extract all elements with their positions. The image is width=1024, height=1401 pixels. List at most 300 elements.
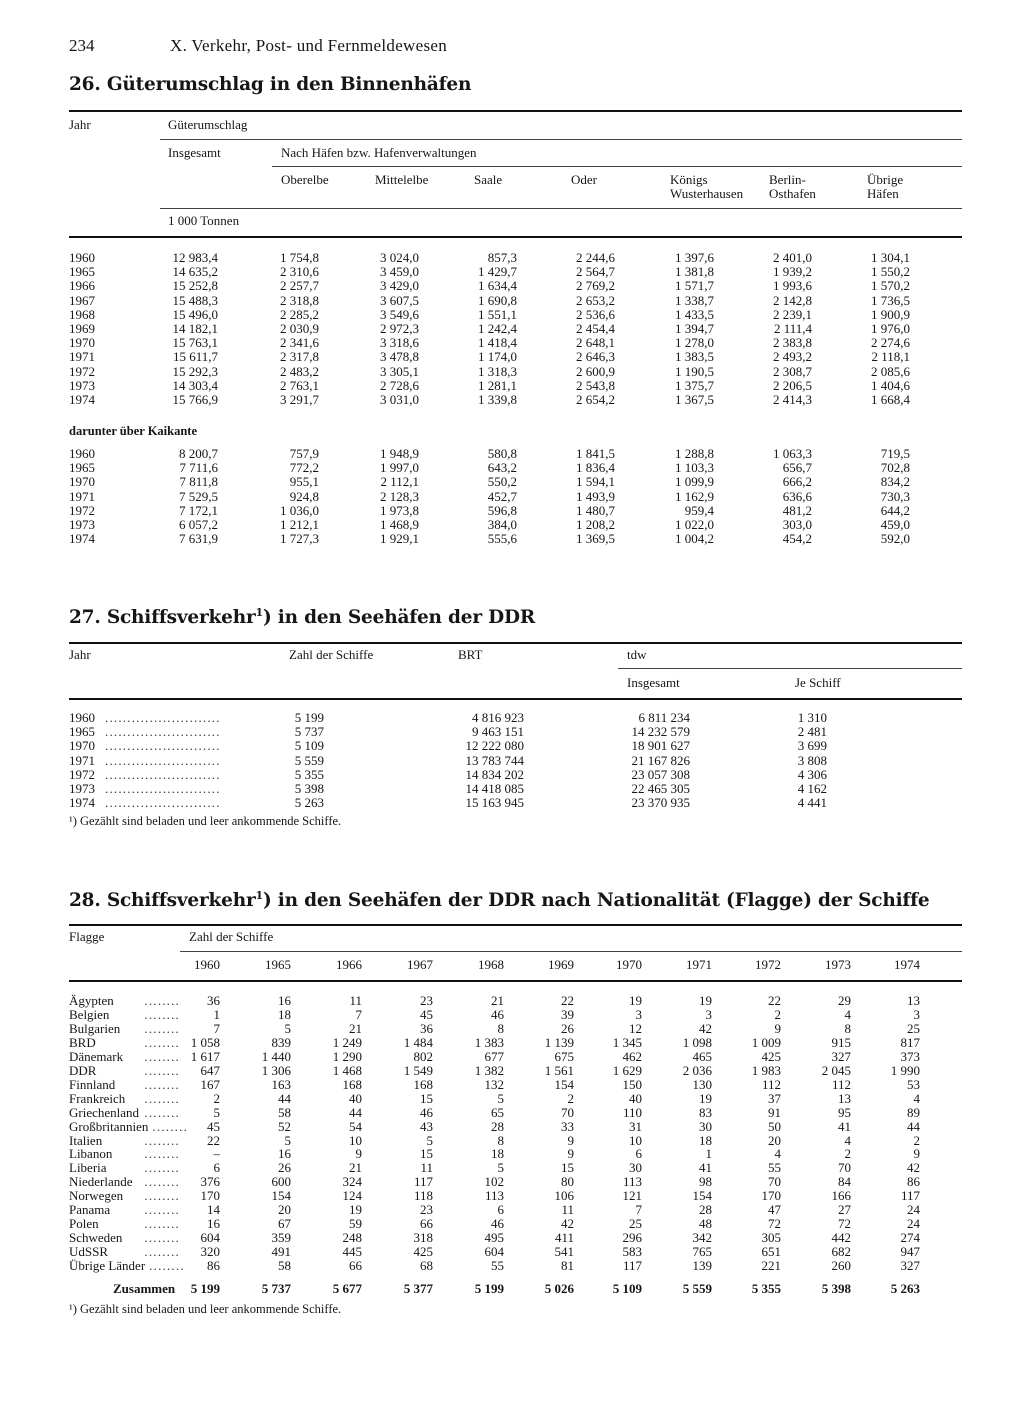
leader-dots: ........ — [144, 993, 180, 1008]
cell-1971: 342 — [692, 1230, 712, 1246]
cell-1966: 1 290 — [332, 1048, 362, 1064]
cell-oder: 1 480,7 — [576, 502, 615, 518]
cell-oberelbe: 3 291,7 — [280, 392, 319, 407]
cell-1973: 84 — [838, 1174, 851, 1190]
cell-1974: 9 — [913, 1146, 920, 1162]
cell-1968: 5 — [497, 1160, 504, 1176]
cell-tdw-je-schiff: 3 808 — [797, 752, 827, 768]
cell-1967: 46 — [420, 1104, 433, 1120]
table26-header-oberelbe: Oberelbe — [281, 172, 329, 187]
cell-1970: 3 — [635, 1006, 642, 1022]
cell-uebrige-haefen: 1 668,4 — [871, 392, 910, 407]
cell-berlin-osthafen: 2 414,3 — [773, 392, 812, 407]
cell-koenigs-wusterhausen: 1 338,7 — [675, 292, 714, 308]
cell-1960: – — [213, 1146, 220, 1162]
cell-1967: 15 — [420, 1146, 433, 1162]
table27-rule-1 — [618, 668, 962, 669]
cell-1973: 95 — [838, 1104, 851, 1120]
cell-berlin-osthafen: 2 493,2 — [773, 349, 812, 365]
cell-mittelelbe: 3 607,5 — [380, 292, 419, 308]
cell-1966: 44 — [349, 1104, 362, 1120]
cell-1968: 132 — [484, 1076, 504, 1092]
table28-row — [0, 1022, 1024, 1036]
cell-1970: 25 — [629, 1216, 642, 1232]
leader-dots: .......................... — [105, 738, 221, 754]
table28-row — [0, 1036, 1024, 1050]
cell-1967: 66 — [420, 1216, 433, 1232]
cell-brt: 9 463 151 — [472, 724, 524, 740]
table28-rule-1 — [180, 951, 962, 952]
cell-mittelelbe: 1 973,8 — [380, 502, 419, 518]
cell-saale: 1 318,3 — [478, 363, 517, 379]
cell-saale: 643,2 — [487, 460, 517, 476]
year-header-1973: 1973 — [825, 957, 851, 972]
cell-1965: 1 440 — [261, 1048, 291, 1064]
cell-1960: 22 — [207, 1132, 220, 1148]
cell-1970: 10 — [629, 1132, 642, 1148]
cell-1974: 274 — [900, 1230, 920, 1246]
cell-1972: 55 — [768, 1160, 781, 1176]
cell-1969: 33 — [561, 1118, 574, 1134]
cell-1972: 50 — [768, 1118, 781, 1134]
total-1970: 5 109 — [612, 1281, 642, 1296]
table27-header-jahr: Jahr — [69, 647, 91, 662]
cell-1974: 947 — [900, 1244, 920, 1260]
cell-1965: 154 — [271, 1188, 291, 1204]
cell-1973: 29 — [838, 993, 851, 1008]
cell-jahr: 1960 — [69, 446, 95, 461]
total-label: Zusammen — [113, 1281, 176, 1296]
table28-row — [0, 1050, 1024, 1064]
cell-oberelbe: 2 285,2 — [280, 306, 319, 322]
leader-dots: ........ — [152, 1118, 189, 1134]
leader-dots: ........ — [144, 1230, 180, 1246]
cell-flagge: Belgien — [69, 1006, 110, 1022]
cell-1960: 6 — [213, 1160, 220, 1176]
leader-dots: ........ — [144, 1048, 180, 1064]
cell-1960: 1 617 — [190, 1048, 220, 1064]
cell-uebrige-haefen: 1 570,2 — [871, 278, 910, 294]
table28-row — [0, 1120, 1024, 1134]
cell-1965: 16 — [278, 1146, 291, 1162]
table28-footnote: ¹) Gezählt sind beladen und leer ankommende Schiffe. — [69, 1302, 342, 1316]
cell-1965: 163 — [271, 1076, 291, 1092]
table26-rule-3 — [160, 208, 962, 209]
cell-oder: 2 646,3 — [576, 349, 615, 365]
cell-1973: 166 — [831, 1188, 851, 1204]
cell-insgesamt: 15 252,8 — [172, 278, 218, 294]
cell-uebrige-haefen: 1 304,1 — [871, 250, 910, 265]
cell-berlin-osthafen: 2 239,1 — [773, 306, 812, 322]
cell-1969: 675 — [554, 1048, 574, 1064]
table26-rule-1 — [160, 139, 962, 140]
cell-1973: 682 — [831, 1244, 851, 1260]
cell-1969: 541 — [554, 1244, 574, 1260]
cell-berlin-osthafen: 454,2 — [782, 531, 812, 547]
cell-1969: 1 561 — [544, 1062, 574, 1078]
total-1974: 5 263 — [890, 1281, 920, 1296]
table26-row — [0, 393, 1024, 407]
table26-top-rule — [69, 110, 962, 112]
table27-title-sup: 1 — [255, 606, 263, 619]
table28-row — [0, 1134, 1024, 1148]
cell-koenigs-wusterhausen: 1 375,7 — [675, 377, 714, 393]
cell-1965: 16 — [278, 993, 291, 1008]
table27-header-brt: BRT — [458, 647, 483, 662]
cell-1965: 5 — [284, 1132, 291, 1148]
cell-oder: 2 564,7 — [576, 264, 615, 280]
cell-1974: 1 990 — [890, 1062, 920, 1078]
leader-dots: .......................... — [105, 710, 221, 725]
table28-row — [0, 1008, 1024, 1022]
cell-oberelbe: 1 036,0 — [280, 502, 319, 518]
cell-tdw-je-schiff: 4 441 — [797, 795, 827, 811]
cell-1972: 20 — [768, 1132, 781, 1148]
cell-1973: 327 — [831, 1048, 851, 1064]
table26-row — [0, 379, 1024, 393]
cell-insgesamt: 6 057,2 — [179, 517, 218, 532]
cell-1960: 45 — [207, 1118, 220, 1134]
cell-1970: 583 — [622, 1244, 642, 1260]
table28-row — [0, 1259, 1024, 1273]
cell-jahr: 1965 — [69, 460, 95, 476]
cell-oder: 1 493,9 — [576, 488, 615, 504]
cell-1968: 113 — [484, 1188, 504, 1204]
cell-mittelelbe: 1 468,9 — [380, 517, 419, 532]
cell-1960: 1 058 — [190, 1034, 220, 1050]
cell-1965: 18 — [278, 1006, 291, 1022]
table27-top-rule — [69, 642, 962, 644]
cell-flagge: DDR — [69, 1062, 97, 1078]
cell-1969: 80 — [561, 1174, 574, 1190]
cell-tdw-insgesamt: 22 465 305 — [631, 781, 690, 796]
cell-berlin-osthafen: 636,6 — [782, 488, 812, 504]
cell-1971: 130 — [692, 1076, 712, 1092]
year-header-1971: 1971 — [686, 957, 712, 972]
cell-1973: 4 — [844, 1132, 851, 1148]
cell-jahr: 1965 — [69, 724, 95, 740]
cell-flagge: Frankreich — [69, 1090, 126, 1106]
cell-1970: 1 629 — [612, 1062, 642, 1078]
table26-header-uebrige-1: Übrige — [867, 172, 904, 187]
cell-saale: 1 429,7 — [478, 264, 517, 280]
table26-header-berlin-1: Berlin- — [769, 172, 806, 187]
table28-row — [0, 1245, 1024, 1259]
cell-1973: 112 — [831, 1076, 851, 1092]
cell-1970: 6 — [635, 1146, 642, 1162]
total-1967: 5 377 — [403, 1281, 433, 1296]
cell-1972: 4 — [774, 1146, 781, 1162]
cell-oder: 1 594,1 — [576, 474, 615, 490]
cell-1966: 66 — [349, 1258, 362, 1274]
cell-uebrige-haefen: 2 085,6 — [871, 363, 910, 379]
cell-tdw-insgesamt: 23 370 935 — [631, 795, 690, 811]
table27-row — [0, 725, 1024, 739]
cell-jahr: 1967 — [69, 292, 95, 308]
table27-header-zahl: Zahl der Schiffe — [289, 647, 374, 662]
leader-dots: ........ — [144, 1244, 180, 1260]
cell-jahr: 1966 — [69, 278, 95, 294]
cell-jahr: 1965 — [69, 264, 95, 280]
cell-tdw-insgesamt: 23 057 308 — [631, 766, 690, 782]
cell-saale: 555,6 — [487, 531, 517, 547]
table26-header-gueterumschlag: Güterumschlag — [168, 117, 248, 132]
cell-1966: 9 — [355, 1146, 362, 1162]
table26-row — [0, 336, 1024, 350]
cell-1974: 24 — [907, 1202, 920, 1218]
cell-1968: 8 — [497, 1132, 504, 1148]
cell-koenigs-wusterhausen: 1 162,9 — [675, 488, 714, 504]
cell-flagge: Niederlande — [69, 1174, 133, 1190]
table26-sub-row — [0, 475, 1024, 489]
cell-oberelbe: 2 317,8 — [280, 349, 319, 365]
table26-sub-row — [0, 490, 1024, 504]
cell-1966: 54 — [349, 1118, 362, 1134]
cell-1971: 154 — [692, 1188, 712, 1204]
cell-1970: 296 — [622, 1230, 642, 1246]
cell-berlin-osthafen: 666,2 — [782, 474, 812, 490]
cell-flagge: Italien — [69, 1132, 103, 1148]
cell-uebrige-haefen: 459,0 — [880, 517, 910, 532]
leader-dots: ........ — [144, 1146, 180, 1162]
cell-mittelelbe: 2 128,3 — [380, 488, 419, 504]
cell-1966: 59 — [349, 1216, 362, 1232]
cell-tdw-je-schiff: 3 699 — [797, 738, 827, 754]
cell-1972: 22 — [768, 993, 781, 1008]
cell-1960: 5 — [213, 1104, 220, 1120]
cell-jahr: 1972 — [69, 363, 95, 379]
cell-berlin-osthafen: 2 383,8 — [773, 335, 812, 351]
cell-oberelbe: 2 341,6 — [280, 335, 319, 351]
cell-1967: 802 — [413, 1048, 433, 1064]
cell-1974: 117 — [900, 1188, 920, 1204]
cell-1967: 23 — [420, 1202, 433, 1218]
cell-1970: 30 — [629, 1160, 642, 1176]
table28-header-bottom-rule — [69, 980, 962, 982]
table26-header-nach-haefen: Nach Häfen bzw. Hafenverwaltungen — [281, 145, 477, 160]
cell-1974: 42 — [907, 1160, 920, 1176]
cell-1971: 3 — [705, 1006, 712, 1022]
cell-koenigs-wusterhausen: 1 367,5 — [675, 392, 714, 407]
total-1969: 5 026 — [544, 1281, 574, 1296]
cell-1974: 24 — [907, 1216, 920, 1232]
cell-1972: 651 — [761, 1244, 781, 1260]
cell-koenigs-wusterhausen: 1 099,9 — [675, 474, 714, 490]
cell-uebrige-haefen: 834,2 — [880, 474, 910, 490]
cell-1972: 221 — [761, 1258, 781, 1274]
cell-jahr: 1970 — [69, 474, 95, 490]
cell-1966: 324 — [342, 1174, 362, 1190]
table28-row — [0, 994, 1024, 1008]
cell-saale: 1 551,1 — [478, 306, 517, 322]
table28-title-rest: ) in den Seehäfen der DDR nach Nationalität (Flagge) der Schiffe — [262, 890, 930, 912]
cell-mittelelbe: 3 478,8 — [380, 349, 419, 365]
cell-1972: 72 — [768, 1216, 781, 1232]
cell-jahr: 1973 — [69, 781, 95, 796]
total-1973: 5 398 — [821, 1281, 851, 1296]
table26-row — [0, 322, 1024, 336]
cell-1968: 55 — [491, 1258, 504, 1274]
cell-mittelelbe: 3 459,0 — [380, 264, 419, 280]
cell-1969: 15 — [561, 1160, 574, 1176]
cell-1968: 21 — [491, 993, 504, 1008]
cell-insgesamt: 7 811,8 — [179, 474, 218, 490]
cell-1972: 47 — [768, 1202, 781, 1218]
table28-header-zahl: Zahl der Schiffe — [189, 929, 274, 944]
cell-jahr: 1974 — [69, 795, 95, 811]
cell-1969: 106 — [554, 1188, 574, 1204]
leader-dots: ........ — [149, 1258, 185, 1274]
cell-1971: 30 — [699, 1118, 712, 1134]
cell-oder: 1 369,5 — [576, 531, 615, 547]
cell-koenigs-wusterhausen: 1 103,3 — [675, 460, 714, 476]
cell-1968: 1 382 — [474, 1062, 504, 1078]
cell-mittelelbe: 2 112,1 — [380, 474, 419, 490]
total-1971: 5 559 — [682, 1281, 712, 1296]
cell-1960: 36 — [207, 993, 220, 1008]
cell-1971: 2 036 — [682, 1062, 712, 1078]
cell-oberelbe: 772,2 — [289, 460, 319, 476]
table26-header-uebrige-2: Häfen — [867, 186, 899, 201]
cell-1974: 2 — [913, 1132, 920, 1148]
cell-saale: 1 242,4 — [478, 321, 517, 336]
cell-insgesamt: 15 763,1 — [172, 335, 218, 351]
cell-1974: 53 — [907, 1076, 920, 1092]
cell-1966: 7 — [355, 1006, 362, 1022]
cell-1960: 7 — [213, 1020, 220, 1036]
cell-1967: 425 — [413, 1244, 433, 1260]
cell-saale: 857,3 — [487, 250, 517, 265]
cell-uebrige-haefen: 2 274,6 — [871, 335, 910, 351]
cell-jahr: 1969 — [69, 321, 95, 336]
cell-oberelbe: 1 212,1 — [280, 517, 319, 532]
cell-jahr: 1971 — [69, 752, 95, 768]
cell-mittelelbe: 3 031,0 — [380, 392, 419, 407]
cell-tdw-je-schiff: 1 310 — [797, 710, 827, 725]
cell-oberelbe: 2 763,1 — [280, 377, 319, 393]
leader-dots: .......................... — [105, 781, 221, 796]
cell-saale: 452,7 — [487, 488, 517, 504]
cell-1966: 21 — [349, 1160, 362, 1176]
cell-brt: 14 418 085 — [465, 781, 524, 796]
cell-jahr: 1968 — [69, 306, 95, 322]
cell-oder: 2 600,9 — [576, 363, 615, 379]
cell-1973: 41 — [838, 1118, 851, 1134]
cell-1971: 19 — [699, 993, 712, 1008]
cell-tdw-insgesamt: 6 811 234 — [638, 710, 690, 725]
table27-row — [0, 711, 1024, 725]
table28-top-rule — [69, 924, 962, 926]
table27-header-je-schiff: Je Schiff — [795, 675, 841, 690]
cell-oberelbe: 2 310,6 — [280, 264, 319, 280]
cell-flagge: Libanon — [69, 1146, 113, 1162]
cell-1974: 44 — [907, 1118, 920, 1134]
year-header-1966: 1966 — [336, 957, 362, 972]
table26-row — [0, 350, 1024, 364]
cell-brt: 14 834 202 — [465, 766, 524, 782]
cell-1968: 5 — [497, 1090, 504, 1106]
table28-row — [0, 1078, 1024, 1092]
leader-dots: .......................... — [105, 795, 221, 811]
cell-insgesamt: 12 983,4 — [172, 250, 218, 265]
cell-tdw-insgesamt: 14 232 579 — [631, 724, 690, 740]
cell-1966: 11 — [349, 993, 362, 1008]
cell-1960: 14 — [207, 1202, 220, 1218]
cell-1971: 1 — [705, 1146, 712, 1162]
cell-1965: 26 — [278, 1160, 291, 1176]
leader-dots: .......................... — [105, 724, 221, 740]
cell-1967: 36 — [420, 1020, 433, 1036]
cell-flagge: Großbritannien — [69, 1118, 149, 1134]
cell-1968: 495 — [484, 1230, 504, 1246]
cell-1969: 154 — [554, 1076, 574, 1092]
cell-koenigs-wusterhausen: 1 394,7 — [675, 321, 714, 336]
cell-1974: 86 — [907, 1174, 920, 1190]
cell-1966: 1 468 — [332, 1062, 362, 1078]
cell-1970: 40 — [629, 1090, 642, 1106]
cell-mittelelbe: 3 318,6 — [380, 335, 419, 351]
cell-1966: 21 — [349, 1020, 362, 1036]
cell-oder: 2 543,8 — [576, 377, 615, 393]
cell-1974: 817 — [900, 1034, 920, 1050]
table27-row — [0, 796, 1024, 810]
cell-1972: 112 — [761, 1076, 781, 1092]
cell-1965: 359 — [271, 1230, 291, 1246]
cell-1960: 604 — [200, 1230, 220, 1246]
cell-1971: 465 — [692, 1048, 712, 1064]
cell-1960: 86 — [207, 1258, 220, 1274]
cell-insgesamt: 8 200,7 — [179, 446, 218, 461]
cell-flagge: Dänemark — [69, 1048, 124, 1064]
cell-1970: 150 — [622, 1076, 642, 1092]
table26-sub-row — [0, 504, 1024, 518]
table28-row — [0, 1106, 1024, 1120]
cell-1970: 19 — [629, 993, 642, 1008]
cell-uebrige-haefen: 1 900,9 — [871, 306, 910, 322]
cell-1971: 139 — [692, 1258, 712, 1274]
table28-row — [0, 1189, 1024, 1203]
cell-flagge: Polen — [69, 1216, 99, 1232]
cell-1960: 170 — [200, 1188, 220, 1204]
cell-uebrige-haefen: 1 404,6 — [871, 377, 910, 393]
table28-row — [0, 1175, 1024, 1189]
cell-zahl-der-schiffe: 5 737 — [294, 724, 324, 740]
cell-1968: 102 — [484, 1174, 504, 1190]
cell-1968: 46 — [491, 1006, 504, 1022]
cell-koenigs-wusterhausen: 1 288,8 — [675, 446, 714, 461]
cell-tdw-insgesamt: 18 901 627 — [631, 738, 690, 754]
table26-sub-row — [0, 447, 1024, 461]
table27-title — [69, 606, 535, 628]
cell-oberelbe: 2 257,7 — [280, 278, 319, 294]
cell-1968: 1 383 — [474, 1034, 504, 1050]
cell-mittelelbe: 3 429,0 — [380, 278, 419, 294]
cell-tdw-je-schiff: 4 162 — [797, 781, 827, 796]
cell-1968: 8 — [497, 1020, 504, 1036]
cell-1968: 65 — [491, 1104, 504, 1120]
cell-1967: 318 — [413, 1230, 433, 1246]
table27-row — [0, 768, 1024, 782]
cell-uebrige-haefen: 644,2 — [880, 502, 910, 518]
cell-oberelbe: 757,9 — [289, 446, 319, 461]
cell-oder: 1 836,4 — [576, 460, 615, 476]
cell-koenigs-wusterhausen: 1 004,2 — [675, 531, 714, 547]
cell-1973: 260 — [831, 1258, 851, 1274]
table26-row — [0, 308, 1024, 322]
cell-1971: 1 098 — [682, 1034, 712, 1050]
cell-1972: 170 — [761, 1188, 781, 1204]
cell-berlin-osthafen: 656,7 — [782, 460, 812, 476]
